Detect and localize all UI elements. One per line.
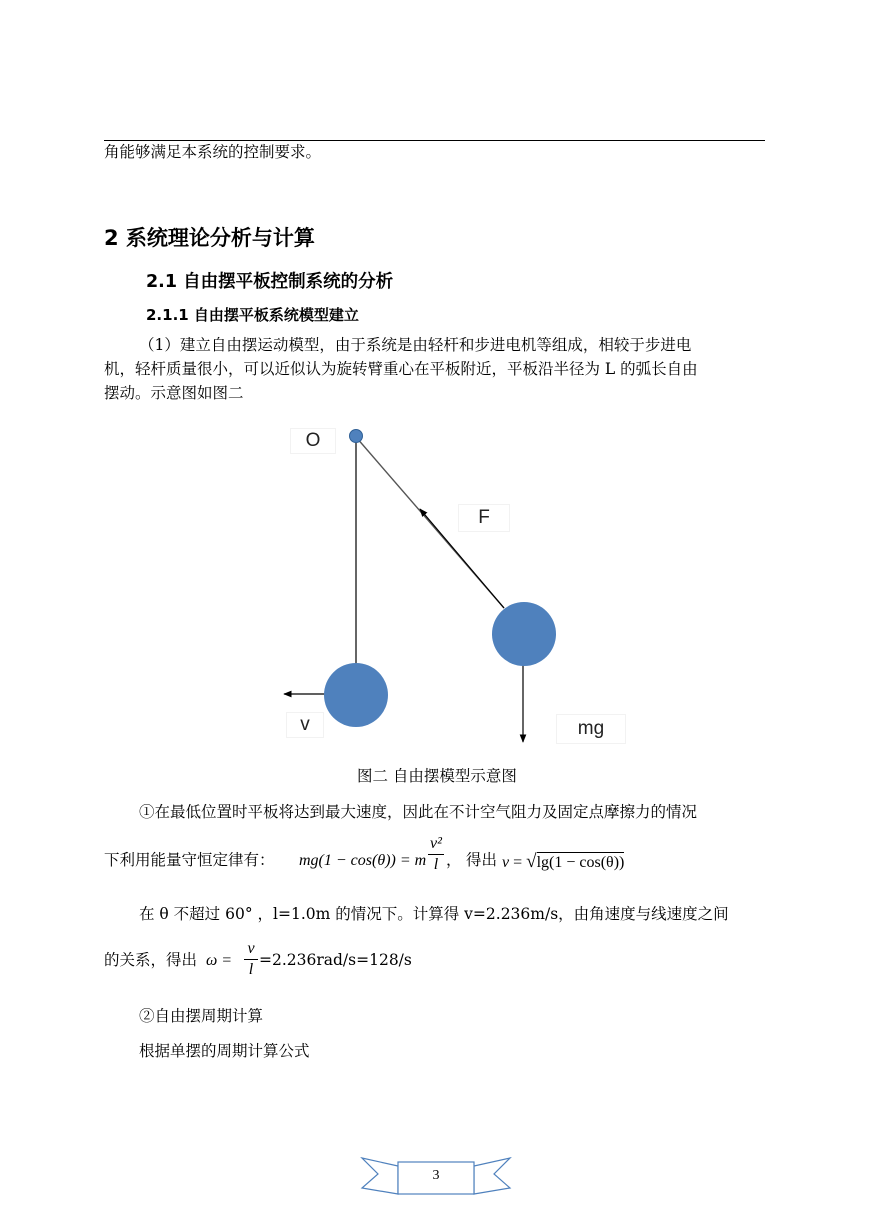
paragraph3-line2-prefix: 的关系，得出 bbox=[104, 951, 198, 969]
sqrt-body: lg(1 − cos(θ)) bbox=[536, 854, 625, 871]
energy-fraction bbox=[428, 835, 444, 874]
energy-fraction-denominator: l bbox=[433, 856, 439, 873]
result-prefix: 得出 bbox=[466, 851, 498, 869]
energy-fraction-numerator: v² bbox=[430, 835, 442, 852]
bob-lowest bbox=[324, 663, 388, 727]
bob-displaced bbox=[492, 602, 556, 666]
paragraph1-line3: 摆动。示意图如图二 bbox=[104, 384, 244, 402]
label-v: v bbox=[286, 712, 324, 738]
omega-fraction bbox=[244, 940, 258, 979]
paragraph2-line1: ①在最低位置时平板将达到最大速度，因此在不计空气阻力及固定点摩擦力的情况 bbox=[139, 803, 698, 821]
continued-text: 角能够满足本系统的控制要求。 bbox=[104, 143, 322, 161]
paragraph5-line1: 根据单摆的周期计算公式 bbox=[139, 1042, 310, 1060]
velocity-symbol: v bbox=[502, 854, 510, 871]
page-number: 3 bbox=[432, 1168, 440, 1183]
omega-symbol: ω = bbox=[206, 952, 233, 969]
paragraph3-line1: 在 θ 不超过 60° ，l=1.0m 的情况下。计算得 v=2.236m/s，由角速度与线速度之间 bbox=[139, 905, 729, 923]
paragraph1-line2: 机，轻杆质量很小，可以近似认为旋转臂重心在平板附近，平板沿半径为 L 的弧长自由 bbox=[104, 360, 698, 378]
paragraph2-line2: 下利用能量守恒定律有： bbox=[104, 851, 275, 869]
omega-fraction-denominator: l bbox=[248, 961, 254, 978]
subsection-heading: 2.1 自由摆平板控制系统的分析 bbox=[146, 272, 394, 292]
pendulum-diagram bbox=[270, 420, 640, 755]
velocity-equation bbox=[502, 851, 624, 873]
label-o: O bbox=[290, 428, 336, 454]
section-heading: 2 系统理论分析与计算 bbox=[104, 226, 315, 250]
energy-equation: mg(1 − cos(θ)) = m bbox=[299, 852, 427, 869]
subsubsection-heading: 2.1.1 自由摆平板系统模型建立 bbox=[146, 306, 359, 324]
fraction-bar bbox=[428, 854, 444, 855]
paragraph3-line2-suffix: =2.236rad/s=128/s bbox=[259, 951, 412, 969]
equation-separator: ， bbox=[446, 851, 462, 869]
paragraph1-line1: （1）建立自由摆运动模型，由于系统是由轻杆和步进电机等组成，相较于步进电 bbox=[139, 336, 692, 354]
fraction-bar bbox=[244, 959, 258, 960]
figure-caption: 图二 自由摆模型示意图 bbox=[357, 767, 517, 785]
header-rule bbox=[104, 140, 765, 141]
pivot-point bbox=[350, 430, 363, 443]
equals-sign: = bbox=[509, 854, 527, 871]
label-f: F bbox=[458, 504, 510, 532]
label-mg: mg bbox=[556, 714, 626, 744]
sqrt-sign: √ bbox=[526, 851, 537, 872]
paragraph4-line1: ②自由摆周期计算 bbox=[139, 1007, 264, 1025]
omega-fraction-numerator: v bbox=[247, 940, 255, 957]
